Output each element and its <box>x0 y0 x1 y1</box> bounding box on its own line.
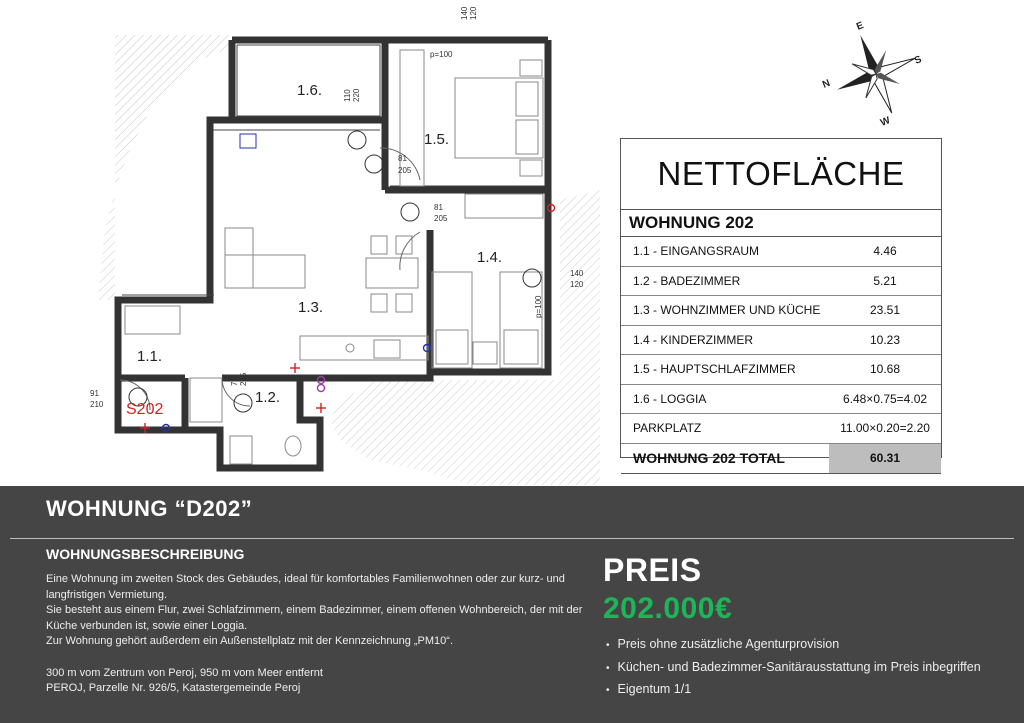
door-dim: 81 <box>434 203 443 212</box>
description-title: WOHNUNGSBESCHREIBUNG <box>46 546 245 562</box>
radiator-label: p=100 <box>534 295 543 318</box>
door-dim: 110 <box>343 89 352 102</box>
room-area: 11.00×0.20=2.20 <box>829 414 941 444</box>
room-label: 1.4. <box>477 249 503 266</box>
unit-label: S202 <box>126 401 164 418</box>
room-area: 10.68 <box>829 355 941 385</box>
room-label: 1.3. <box>298 299 324 316</box>
door-dim: 81 <box>398 154 407 163</box>
room-area: 23.51 <box>829 296 941 326</box>
description-text <box>46 572 586 697</box>
compass-label: S <box>913 54 924 67</box>
divider <box>10 538 1014 539</box>
total-value: 60.31 <box>829 443 941 473</box>
area-rows <box>621 237 941 474</box>
apartment-heading: WOHNUNG “D202” <box>46 496 253 521</box>
compass-rose-icon <box>810 12 940 132</box>
location-line: PEROJ, Parzelle Nr. 926/5, Katastergemeinde Peroj <box>46 682 301 695</box>
terrain-hatch <box>330 190 600 485</box>
room-label: 1.5. <box>424 131 450 148</box>
door-dim: 205 <box>398 166 412 175</box>
price-notes <box>606 634 981 702</box>
table-row <box>621 266 941 296</box>
table-row <box>621 384 941 414</box>
door-dim: 120 <box>570 280 584 289</box>
door-dim: 140 <box>460 6 469 20</box>
location-line: 300 m vom Zentrum von Peroj, 950 m vom Meer entfernt <box>46 666 323 679</box>
room-area: 4.46 <box>829 237 941 266</box>
compass-label: W <box>879 115 892 129</box>
table-row <box>621 237 941 266</box>
table-row <box>621 296 941 326</box>
area-table <box>620 138 942 466</box>
room-name: 1.2 - BADEZIMMER <box>621 266 829 296</box>
list-item: • Preis ohne zusätzliche Agenturprovision <box>606 634 981 657</box>
total-row <box>621 443 941 473</box>
door-dim: 120 <box>469 6 478 20</box>
description-line: Sie besteht aus einem Flur, zwei Schlafzimmern, einem Badezimmer, einem offenen Wohnbereich, der mit der Küche verbunden ist, sowie einer Loggia. <box>46 604 583 632</box>
door-dim: 205 <box>434 214 448 223</box>
room-area: 10.23 <box>829 325 941 355</box>
double-bed <box>400 50 543 186</box>
room-name: 1.3 - WOHNZIMMER UND KÜCHE <box>621 296 829 326</box>
room-name: PARKPLATZ <box>621 414 829 444</box>
floor-plan <box>0 0 600 485</box>
list-item: • Küchen- und Badezimmer-Sanitärausstattung im Preis inbegriffen <box>606 657 981 680</box>
room-label: 1.6. <box>297 82 323 99</box>
total-label: WOHNUNG 202 TOTAL <box>621 443 829 473</box>
door-dim: 220 <box>352 88 361 102</box>
room-name: 1.1 - EINGANGSRAUM <box>621 237 829 266</box>
twin-beds <box>432 194 543 368</box>
room-label: 1.2. <box>255 389 281 406</box>
compass-label: N <box>821 77 832 91</box>
room-area: 6.48×0.75=4.02 <box>829 384 941 414</box>
price-title: PREIS <box>603 552 702 588</box>
compass-label: E <box>855 20 866 33</box>
table-row <box>621 355 941 385</box>
table-row <box>621 414 941 444</box>
table-row <box>621 325 941 355</box>
price-value: 202.000€ <box>603 592 733 625</box>
description-line: Eine Wohnung im zweiten Stock des Gebäudes, ideal für komfortables Familienwohnen oder zur kurz- und langfristigen Vermietung. <box>46 573 565 601</box>
area-table-title: NETTOFLÄCHE <box>621 139 941 210</box>
description-panel <box>0 486 1024 723</box>
door-dim: 71 <box>230 377 239 386</box>
description-line: Zur Wohnung gehört außerdem ein Außenstellplatz mit der Kennzeichnung „PM10“. <box>46 635 454 648</box>
room-name: 1.5 - HAUPTSCHLAFZIMMER <box>621 355 829 385</box>
door-dim: 91 <box>90 389 99 398</box>
room-name: 1.4 - KINDERZIMMER <box>621 325 829 355</box>
room-name: 1.6 - LOGGIA <box>621 384 829 414</box>
room-label: 1.1. <box>137 348 163 365</box>
apartment-title: WOHNUNG 202 <box>621 210 941 237</box>
room-area: 5.21 <box>829 266 941 296</box>
radiator-label: p=100 <box>430 50 453 59</box>
list-item: • Eigentum 1/1 <box>606 679 981 702</box>
door-dim: 210 <box>90 400 104 409</box>
door-dim: 205 <box>239 372 248 386</box>
door-dim: 140 <box>570 269 584 278</box>
